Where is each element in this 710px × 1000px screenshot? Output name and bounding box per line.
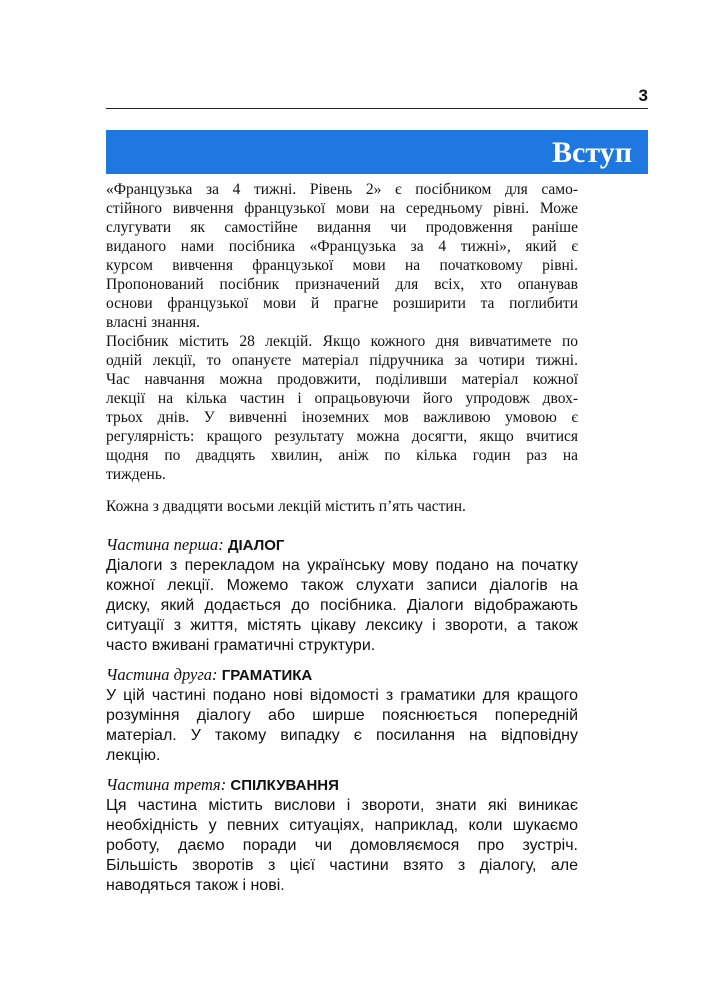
intro-line: стійного вивчення французької мови на середньому рівні. Може xyxy=(106,200,578,217)
intro-line: регулярність: кращого результату можна досягти, якщо вчитися xyxy=(106,428,578,445)
section-line: роботу, даємо поради чи домовляємося про зустріч. xyxy=(106,837,578,854)
section-body xyxy=(106,556,578,656)
summary-line: Кожна з двадцяти восьми лекцій містить п’ять частин. xyxy=(106,498,466,515)
section-lead: Частина друга: xyxy=(106,665,218,684)
title-banner xyxy=(106,130,648,174)
section-title: СПІЛКУВАННЯ xyxy=(230,777,339,794)
page-number: 3 xyxy=(638,86,648,105)
section-line: Більшість зворотів з цієї частини взято з діалогу, але xyxy=(106,857,578,874)
page-title: Вступ xyxy=(552,136,632,169)
intro-line: Пропонований посібник призначений для всіх, хто опанував xyxy=(106,276,578,293)
section-line: Ця частина містить вислови і звороти, знати які виникає xyxy=(106,797,578,814)
section-title: ДІАЛОГ xyxy=(227,537,285,554)
intro-line: Час навчання можна продовжити, поділивши матеріал кожної xyxy=(106,371,578,388)
section-line: необхідність у певних ситуаціях, наприклад, коли шукаємо xyxy=(106,817,578,834)
section-dialog xyxy=(106,535,578,656)
section-line: ситуації з життя, містять цікаву лексику і звороти, а також xyxy=(106,617,578,634)
intro-line: тиждень. xyxy=(106,466,166,483)
section-body xyxy=(106,686,578,766)
intro-line: власні знання. xyxy=(106,314,200,331)
section-grammar xyxy=(106,665,578,766)
intro-line: курсом вивчення французької мови на початковому рівні. xyxy=(106,257,578,274)
intro-line: Посібник містить 28 лекцій. Якщо кожного дня вивчатимете по xyxy=(106,333,578,350)
section-title: ГРАМАТИКА xyxy=(221,667,313,684)
section-heading xyxy=(106,665,578,686)
header-rule xyxy=(106,108,648,109)
section-lead: Частина перша: xyxy=(106,535,224,554)
section-line: наводяться також і нові. xyxy=(106,877,285,894)
section-lead: Частина третя: xyxy=(106,775,227,794)
section-line: лекцію. xyxy=(106,747,161,764)
section-body xyxy=(106,796,578,896)
section-line: кожної лекції. Можемо також слухати записи діалогів на xyxy=(106,577,578,594)
intro-line: виданого нами посібника «Французька за 4 тижні», який є xyxy=(106,238,578,255)
intro-line: трьох днів. У вивченні іноземних мов важливою умовою є xyxy=(106,409,578,426)
section-communication xyxy=(106,775,578,896)
intro-line: щодня по двадцять хвилин, аніж по кілька годин раз на xyxy=(106,447,578,464)
section-line: Діалоги з перекладом на українську мову подано на початку xyxy=(106,557,578,574)
intro-line: одній лекції, то опануєте матеріал підручника за чотири тижні. xyxy=(106,352,578,369)
intro-line: основи французької мови й прагне розширити та поглибити xyxy=(106,295,578,312)
intro-line: «Французька за 4 тижні. Рівень 2» є посібником для само- xyxy=(106,181,578,198)
intro-line: слугувати як самостійне видання чи продовження раніше xyxy=(106,219,578,236)
section-line: У цій частині подано нові відомості з граматики для кращого xyxy=(106,687,578,704)
section-line: диску, який додається до посібника. Діалоги відображають xyxy=(106,597,578,614)
section-line: розуміння діалогу або ширше пояснюється попередній xyxy=(106,707,578,724)
section-line: часто вживані граматичні структури. xyxy=(106,637,376,654)
section-line: матеріал. У такому випадку є посилання на відповідну xyxy=(106,727,578,744)
intro-paragraph xyxy=(106,180,578,484)
section-heading xyxy=(106,775,578,796)
section-heading xyxy=(106,535,578,556)
intro-line: лекції на кілька частин і опрацьовуючи його упродовж двох- xyxy=(106,390,578,407)
intro-summary xyxy=(106,497,578,516)
